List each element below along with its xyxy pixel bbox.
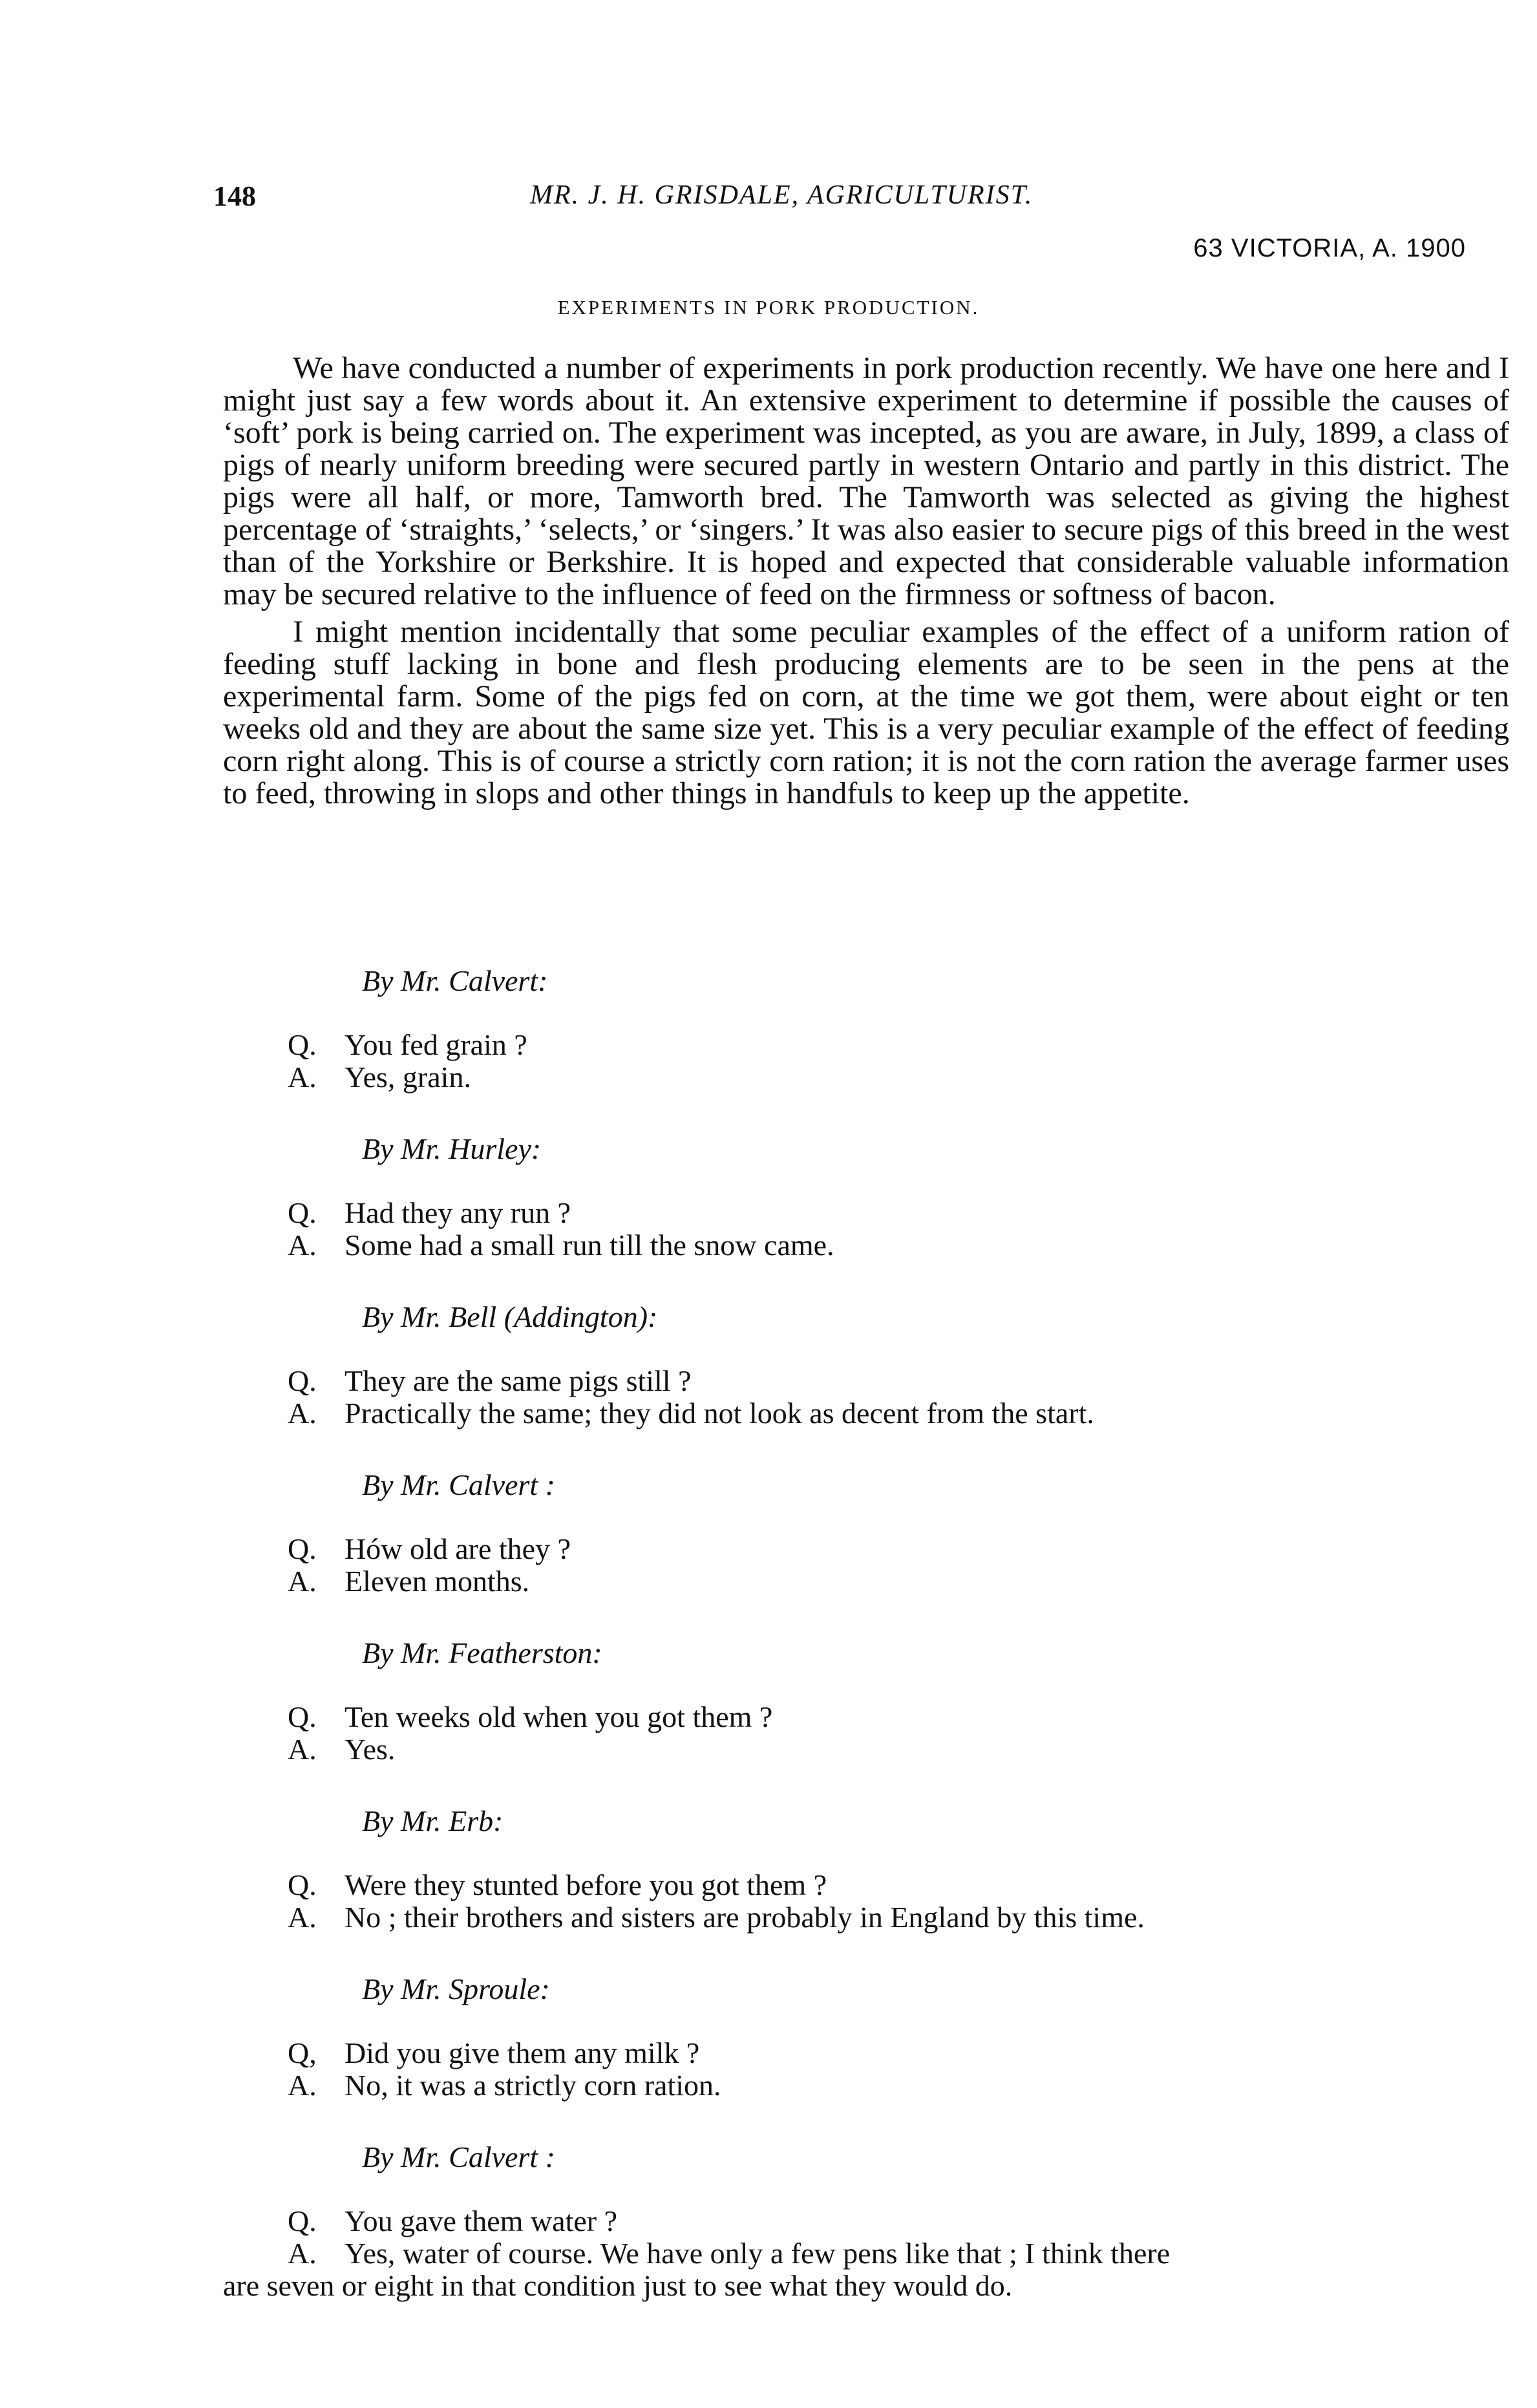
- question-text: Were they stunted before you got them ?: [344, 1868, 827, 1901]
- question-label: Q,: [288, 2036, 317, 2069]
- exchange: [288, 963, 1509, 1093]
- qa-group: [288, 2037, 1509, 2102]
- exchange: [288, 1467, 1509, 1598]
- question-label: Q.: [288, 1028, 317, 1061]
- answer-text: Yes.: [344, 1733, 396, 1766]
- answer-text: No, it was a strictly corn ration.: [344, 2069, 721, 2102]
- testimony-exchanges: [223, 963, 1509, 2339]
- exchange: [288, 1971, 1509, 2102]
- answer: [288, 1901, 1509, 1934]
- qa-group: [288, 1533, 1509, 1598]
- paragraph: We have conducted a number of experiments in pork production recently. We have one here and I might just say a few words about it. An extensive experiment to determine if possible the causes of ‘soft’ pork is being carried on. The experiment was incepted, as you are aware, in July, 1899, a class of pigs of nearly uniform breeding were secured partly in western Ontario and partly in this district. The pigs were all half, or more, Tamworth bred. The Tamworth was selected as giving the highest percentage of ‘straights,’ ‘selects,’ or ‘singers.’ It was also easier to secure pigs of this breed in the west than of the Yorkshire or Berkshire. It is hoped and expected that considerable valuable information may be secured relative to the influence of feed on the firmness or softness of bacon.: [223, 351, 1509, 611]
- speaker-heading: By Mr. Calvert:: [362, 964, 548, 997]
- answer-text: Practically the same; they did not look as decent from the start.: [344, 1397, 1094, 1430]
- answer-text: No ; their brothers and sisters are probably in England by this time.: [344, 1901, 1145, 1934]
- answer: [288, 2069, 1509, 2102]
- exchange: [288, 1299, 1509, 1430]
- paragraph: I might mention incidentally that some peculiar examples of the effect of a uniform ration of feeding stuff lacking in bone and flesh producing elements are to be seen in the pens at the experimental farm. Some of the pigs fed on corn, at the time we got them, were about eight or ten weeks old and they are about the same size yet. This is a very peculiar example of the effect of feeding corn right along. This is of course a strictly corn ration; it is not the corn ration the average farmer uses to feed, throwing in slops and other things in handfuls to keep up the appetite.: [223, 615, 1509, 810]
- speaker-heading: By Mr. Featherston:: [362, 1636, 602, 1669]
- speaker-heading: By Mr. Hurley:: [362, 1132, 542, 1165]
- qa-group: [288, 1029, 1509, 1093]
- answer-text: Yes, water of course. We have only a few pens like that ; I think there: [344, 2237, 1171, 2270]
- question: [288, 1197, 1509, 1229]
- qa-group: [223, 2204, 1509, 2302]
- question-text: Did you give them any milk ?: [344, 2036, 700, 2069]
- qa-group: [288, 1197, 1509, 1262]
- question-text: They are the same pigs still ?: [344, 1364, 692, 1397]
- question: [288, 2037, 1509, 2069]
- page-number: 148: [213, 180, 256, 212]
- answer-continuation: are seven or eight in that condition just to see what they would do.: [223, 2269, 1013, 2302]
- answer: [288, 1565, 1509, 1598]
- body-text: [223, 352, 1509, 810]
- section-title: EXPERIMENTS IN PORK PRODUCTION.: [557, 296, 980, 319]
- qa-group: [288, 1365, 1509, 1430]
- answer-text: Yes, grain.: [344, 1061, 471, 1093]
- question-label: Q.: [288, 1532, 317, 1565]
- session-label: 63 VICTORIA, A. 1900: [1193, 234, 1466, 262]
- answer-label: A.: [288, 1229, 317, 1262]
- answer-text: Some had a small run till the snow came.: [344, 1229, 834, 1262]
- question-label: Q.: [288, 1196, 317, 1229]
- speaker-heading: By Mr. Bell (Addington):: [362, 1300, 658, 1333]
- question-label: Q.: [288, 1364, 317, 1397]
- answer-label: A.: [288, 1565, 317, 1598]
- answer: [288, 1733, 1509, 1766]
- answer: [288, 1397, 1509, 1430]
- question-text: You fed grain ?: [344, 1028, 527, 1061]
- speaker-heading: By Mr. Sproule:: [362, 1972, 550, 2005]
- running-head: MR. J. H. GRISDALE, AGRICULTURIST.: [530, 180, 1034, 210]
- question-label: Q.: [288, 1700, 317, 1733]
- answer-label: A.: [288, 2069, 317, 2102]
- question: [288, 1869, 1509, 1901]
- question-label: Q.: [288, 2204, 317, 2237]
- answer: [288, 1061, 1509, 1093]
- question-text: You gave them water ?: [344, 2204, 617, 2237]
- answer-label: A.: [288, 1061, 317, 1093]
- answer: [288, 1229, 1509, 1262]
- answer-label: A.: [288, 1733, 317, 1766]
- exchange: [223, 2139, 1509, 2302]
- exchange: [288, 1635, 1509, 1766]
- question-text: Had they any run ?: [344, 1196, 571, 1229]
- answer-label: A.: [288, 1901, 317, 1934]
- question: [288, 2205, 1509, 2237]
- qa-group: [288, 1701, 1509, 1766]
- answer: [288, 2237, 1509, 2270]
- question: [288, 1701, 1509, 1733]
- exchange: [288, 1803, 1509, 1934]
- question-label: Q.: [288, 1868, 317, 1901]
- answer-label: A.: [288, 2237, 317, 2270]
- exchange: [288, 1131, 1509, 1262]
- question-text: Hów old are they ?: [344, 1532, 571, 1565]
- question: [288, 1029, 1509, 1061]
- answer-label: A.: [288, 1397, 317, 1430]
- speaker-heading: By Mr. Erb:: [362, 1804, 504, 1837]
- answer-text: Eleven months.: [344, 1565, 530, 1598]
- question: [288, 1533, 1509, 1565]
- speaker-heading: By Mr. Calvert :: [362, 1468, 555, 1501]
- speaker-heading: By Mr. Calvert :: [362, 2140, 555, 2173]
- question: [288, 1365, 1509, 1397]
- qa-group: [288, 1869, 1509, 1934]
- question-text: Ten weeks old when you got them ?: [344, 1700, 773, 1733]
